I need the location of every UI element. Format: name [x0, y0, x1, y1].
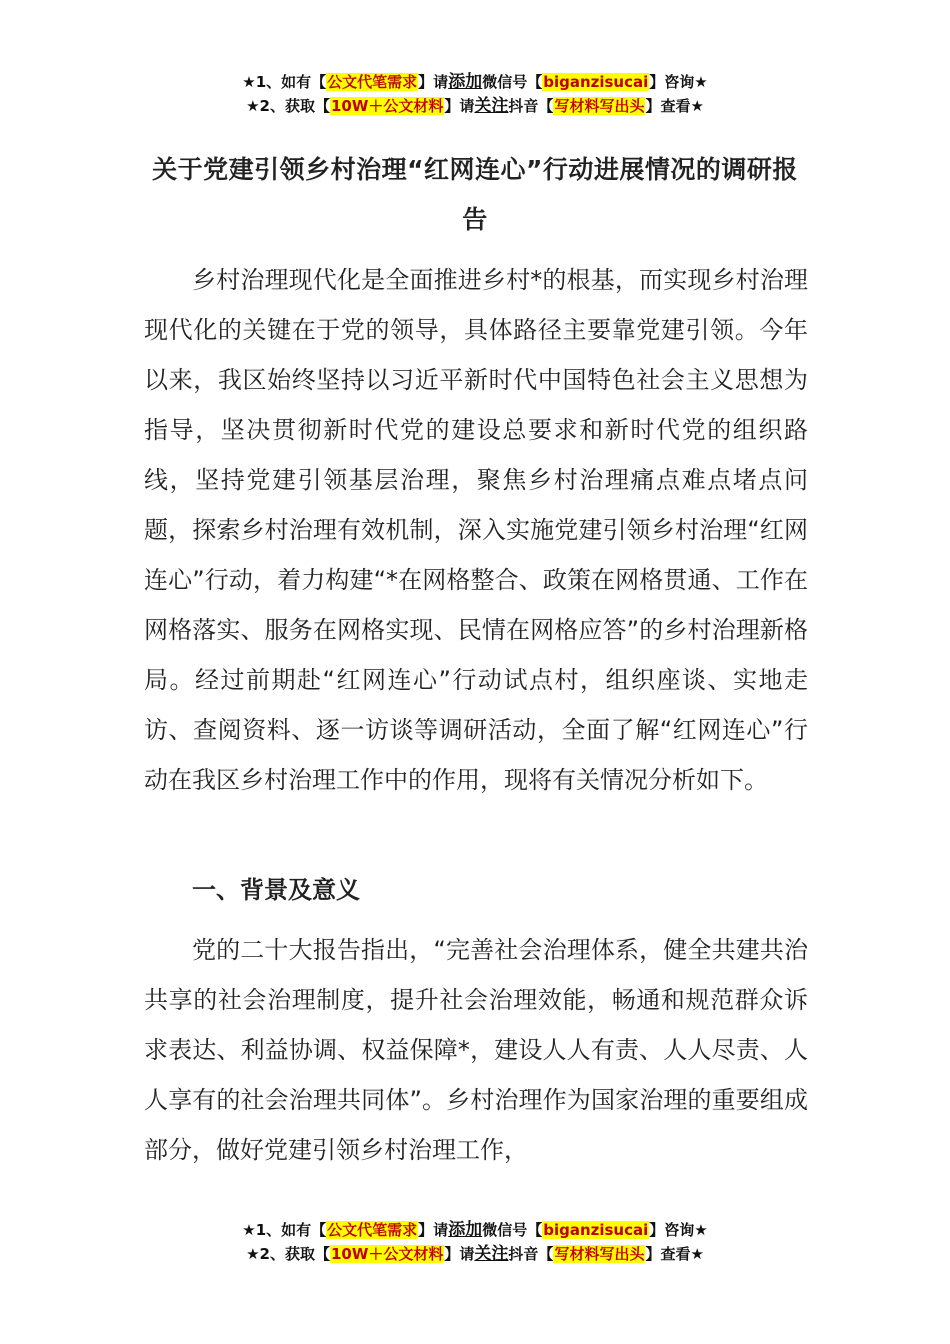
banner-text: 】查看★ [645, 97, 704, 115]
banner-highlight: biganzisucai [543, 1221, 649, 1239]
banner-text: 】查看★ [645, 1245, 704, 1263]
banner-text: ★1、如有【 [242, 73, 327, 91]
banner-line-2 [0, 94, 950, 118]
banner-text: 】咨询★ [649, 1221, 708, 1239]
banner-text: 】请 [418, 1221, 449, 1239]
paragraph-background: 党的二十大报告指出，“完善社会治理体系，健全共建共治共享的社会治理制度，提升社会治理效能，畅通和规范群众诉求表达、利益协调、权益保障*，建设人人有责、人人尽责、人人享有的社会治理共同体”。乡村治理作为国家治理的重要组成部分，做好党建引领乡村治理工作， [144, 936, 808, 1164]
banner-line-2 [0, 1242, 950, 1266]
banner-text: 】咨询★ [649, 73, 708, 91]
banner-underline: 关注 [474, 96, 509, 116]
banner-underline: 添加 [448, 1220, 483, 1240]
banner-text: ★2、获取【 [246, 1245, 330, 1263]
header-banner [0, 70, 950, 118]
banner-underline: 关注 [474, 1244, 509, 1264]
banner-text: ★2、获取【 [246, 97, 330, 115]
banner-highlight: 公文代笔需求 [327, 1221, 418, 1239]
banner-text: 】请 [418, 73, 449, 91]
banner-text: 】请 [444, 1245, 475, 1263]
banner-underline: 添加 [448, 72, 483, 92]
banner-text: 微信号【 [482, 73, 543, 91]
section-heading: 一、背景及意义 [192, 876, 360, 904]
banner-line-1 [0, 1218, 950, 1242]
banner-text: 抖音【 [508, 97, 554, 115]
banner-highlight: 10W＋公文材料 [330, 1245, 444, 1263]
banner-text: ★1、如有【 [242, 1221, 327, 1239]
banner-highlight: 10W＋公文材料 [330, 97, 444, 115]
banner-highlight: 公文代笔需求 [327, 73, 418, 91]
banner-highlight: 写材料写出头 [554, 97, 645, 115]
banner-text: 】请 [444, 97, 475, 115]
banner-line-1 [0, 70, 950, 94]
banner-highlight: biganzisucai [543, 73, 649, 91]
banner-highlight: 写材料写出头 [554, 1245, 645, 1263]
banner-text: 微信号【 [482, 1221, 543, 1239]
banner-text: 抖音【 [508, 1245, 554, 1263]
paragraph-intro: 乡村治理现代化是全面推进乡村*的根基，而实现乡村治理现代化的关键在于党的领导，具体路径主要靠党建引领。今年以来，我区始终坚持以习近平新时代中国特色社会主义思想为指导，坚决贯彻新时代党的建设总要求和新时代党的组织路线，坚持党建引领基层治理，聚焦乡村治理痛点难点堵点问题，探索乡村治理有效机制，深入实施党建引领乡村治理“红网连心”行动，着力构建“*在网格整合、政策在网格贯通、工作在网格落实、服务在网格实现、民情在网格应答”的乡村治理新格局。经过前期赴“红网连心”行动试点村，组织座谈、实地走访、查阅资料、逐一访谈等调研活动，全面了解“红网连心”行动在我区乡村治理工作中的作用，现将有关情况分析如下。 [144, 266, 808, 794]
footer-banner [0, 1218, 950, 1266]
document-title: 关于党建引领乡村治理“红网连心”行动进展情况的调研报告 [152, 155, 798, 234]
